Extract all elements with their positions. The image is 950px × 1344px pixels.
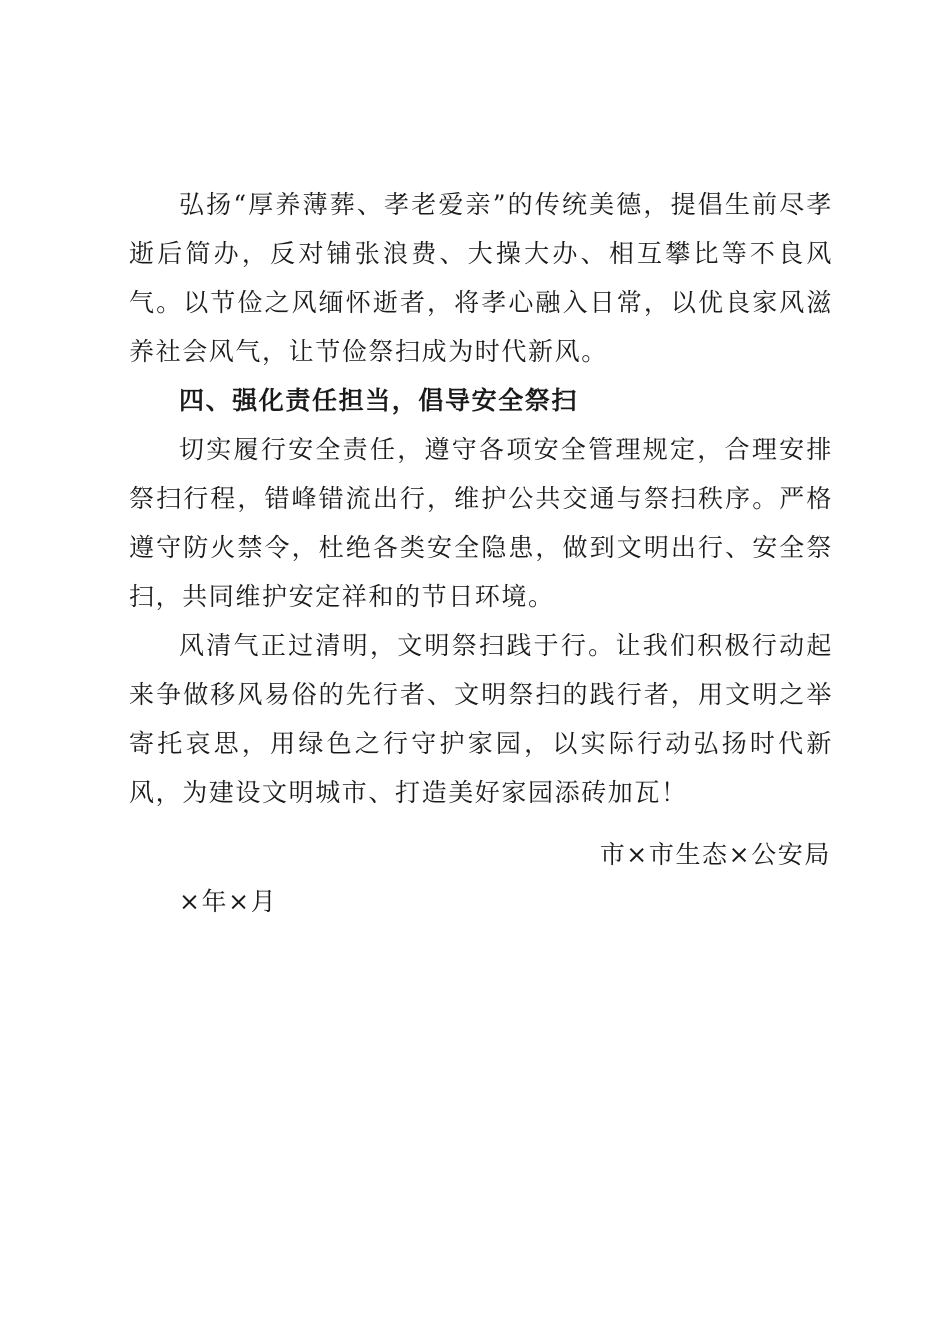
issue-date: ×年×月: [179, 887, 278, 916]
paragraph-safe-sweeping: 切实履行安全责任，遵守各项安全管理规定，合理安排祭扫行程，错峰错流出行，维护公共交通与祭扫秩序。严格遵守防火禁令，杜绝各类安全隐患，做到文明出行、安全祭扫，共同维护安定祥和的节日环境。: [129, 435, 833, 611]
section-heading-safety: 四、强化责任担当，倡导安全祭扫: [179, 386, 579, 415]
paragraph-closing-call: 风清气正过清明，文明祭扫践于行。让我们积极行动起来争做移风易俗的先行者、文明祭扫的践行者，用文明之举寄托哀思，用绿色之行守护家园，以实际行动弘扬时代新风，为建设文明城市、打造美好家园添砖加瓦！: [129, 631, 833, 807]
issuer-signature: 市×市生态×公安局: [599, 840, 831, 869]
document-body: [129, 180, 833, 817]
paragraph-frugal-sweeping: 弘扬“厚养薄葬、孝老爱亲”的传统美德，提倡生前尽孝逝后简办，反对铺张浪费、大操大办、相互攀比等不良风气。以节俭之风缅怀逝者，将孝心融入日常，以优良家风滋养社会风气，让节俭祭扫成为时代新风。: [129, 190, 833, 366]
